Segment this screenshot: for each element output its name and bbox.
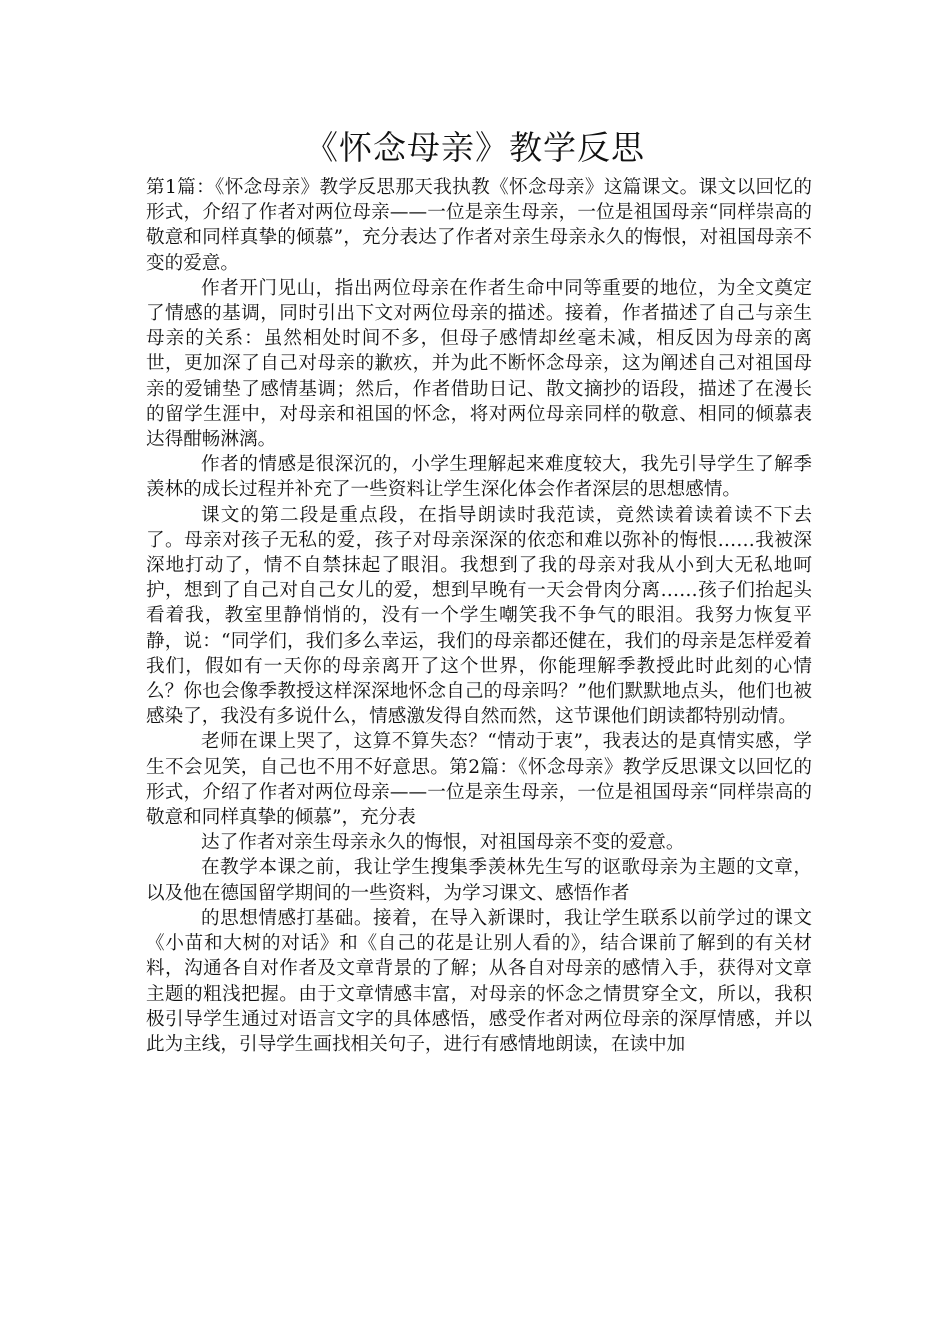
paragraph-7: 在教学本课之前，我让学生搜集季羡林先生写的讴歌母亲为主题的文章，以及他在德国留学期间的一些资料，为学习课文、感悟作者 xyxy=(146,857,812,904)
paragraph-4: 课文的第二段是重点段，在指导朗读时我范读，竟然读着读着读不下去了。母亲对孩子无私的爱，孩子对母亲深深的依恋和难以弥补的悔恨……我被深深地打动了，情不自禁抹起了眼泪。我想到了我的母亲对我从小到大无私地呵护，想到了自己对自己女儿的爱，想到早晚有一天会骨肉分离……孩子们抬起头看着我，教室里静悄悄的，没有一个学生嘲笑我不争气的眼泪。我努力恢复平静，说：“同学们，我们多么幸运，我们的母亲都还健在，我们的母亲是怎样爱着我们，假如有一天你的母亲离开了这个世界，你能理解季教授此时此刻的心情么？你也会像季教授这样深深地怀念自己的母亲吗？”他们默默地点头，他们也被感染了，我没有多说什么，情感激发得自然而然，这节课他们朗读都特别动情。 xyxy=(146,504,812,728)
paragraph-2: 作者开门见山，指出两位母亲在作者生命中同等重要的地位，为全文奠定了情感的基调，同时引出下文对两位母亲的描述。接着，作者描述了自己与亲生母亲的关系：虽然相处时间不多，但母子感情却丝毫未减，相反因为母亲的离世，更加深了自己对母亲的歉疚，并为此不断怀念母亲，这为阐述自己对祖国母亲的爱铺垫了感情基调；然后，作者借助日记、散文摘抄的语段，描述了在漫长的留学生涯中，对母亲和祖国的怀念，将对两位母亲同样的敬意、相同的倾慕表达得酣畅淋漓。 xyxy=(146,277,812,451)
paragraph-3: 作者的情感是很深沉的，小学生理解起来难度较大，我先引导学生了解季羡林的成长过程并补充了一些资料让学生深化体会作者深层的思想感情。 xyxy=(146,454,812,501)
document-body xyxy=(146,175,812,1057)
document-title: 《怀念母亲》教学反思 xyxy=(305,128,645,167)
paragraph-5: 老师在课上哭了，这算不算失态？“情动于衷”，我表达的是真情实感，学生不会见笑，自己也不用不好意思。第2篇：《怀念母亲》教学反思课文以回忆的形式，介绍了作者对两位母亲——一位是亲生母亲，一位是祖国母亲“同样崇高的敬意和同样真挚的倾慕”，充分表 xyxy=(146,731,812,829)
paragraph-1: 第1篇：《怀念母亲》教学反思那天我执教《怀念母亲》这篇课文。课文以回忆的形式，介绍了作者对两位母亲——一位是亲生母亲，一位是祖国母亲“同样崇高的敬意和同样真挚的倾慕”，充分表达了作者对亲生母亲永久的悔恨，对祖国母亲不变的爱意。 xyxy=(146,177,812,274)
paragraph-8: 的思想情感打基础。接着，在导入新课时，我让学生联系以前学过的课文《小苗和大树的对话》和《自己的花是让别人看的》，结合课前了解到的有关材料，沟通各自对作者及文章背景的了解；从各自对母亲的感情入手，获得对文章主题的粗浅把握。由于文章情感丰富，对母亲的怀念之情贯穿全文，所以，我积极引导学生通过对语言文字的具体感悟，感受作者对两位母亲的深厚情感，并以此为主线，引导学生画找相关句子，进行有感情地朗读，在读中加 xyxy=(146,907,812,1055)
paragraph-6: 达了作者对亲生母亲永久的悔恨，对祖国母亲不变的爱意。 xyxy=(201,832,685,854)
